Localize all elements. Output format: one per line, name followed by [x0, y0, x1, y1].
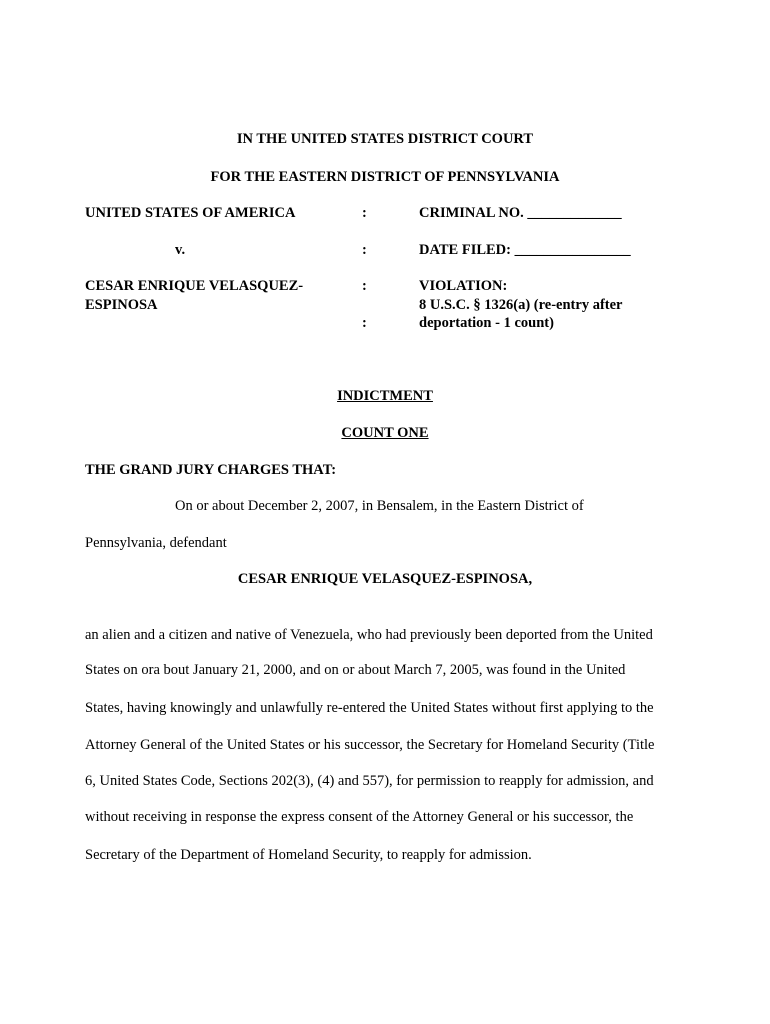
caption-versus: v. [175, 242, 186, 258]
paragraph-line: States on ora bout January 21, 2000, and on or about March 7, 2005, was found in the United [85, 662, 626, 678]
caption-separator: : [362, 205, 367, 221]
caption-separator: : [362, 315, 367, 331]
violation-label: VIOLATION: [419, 278, 508, 294]
paragraph-line: Secretary of the Department of Homeland Security, to reapply for admission. [85, 847, 532, 863]
grand-jury-charges: THE GRAND JURY CHARGES THAT: [85, 462, 337, 478]
paragraph-line: States, having knowingly and unlawfully re-entered the United States without first applying to the [85, 700, 654, 716]
violation-count: deportation - 1 count) [419, 315, 554, 331]
paragraph-line: without receiving in response the express consent of the Attorney General or his successor, the [85, 809, 634, 825]
paragraph-line: On or about December 2, 2007, in Bensalem, in the Eastern District of [175, 498, 584, 514]
paragraph-line: 6, United States Code, Sections 202(3), (4) and 557), for permission to reapply for admission, and [85, 773, 654, 789]
caption-defendant-line2: ESPINOSA [85, 297, 158, 313]
court-title: IN THE UNITED STATES DISTRICT COURT [236, 131, 534, 147]
paragraph-line: an alien and a citizen and native of Venezuela, who had previously been deported from the United [85, 627, 653, 643]
court-district: FOR THE EASTERN DISTRICT OF PENNSYLVANIA [210, 169, 560, 185]
date-filed: DATE FILED: ________________ [419, 242, 631, 258]
defendant-name: CESAR ENRIQUE VELASQUEZ-ESPINOSA, [237, 571, 533, 587]
caption-separator: : [362, 278, 367, 294]
paragraph-line: Attorney General of the United States or his successor, the Secretary for Homeland Security (Title [85, 737, 655, 753]
caption-plaintiff: UNITED STATES OF AMERICA [85, 205, 296, 221]
paragraph-line: Pennsylvania, defendant [85, 535, 227, 551]
count-one-heading: COUNT ONE [341, 425, 429, 441]
indictment-heading: INDICTMENT [337, 388, 433, 404]
criminal-number: CRIMINAL NO. _____________ [419, 205, 622, 221]
caption-defendant-line1: CESAR ENRIQUE VELASQUEZ- [85, 278, 304, 294]
violation-statute: 8 U.S.C. § 1326(a) (re-entry after [419, 297, 623, 313]
caption-separator: : [362, 242, 367, 258]
